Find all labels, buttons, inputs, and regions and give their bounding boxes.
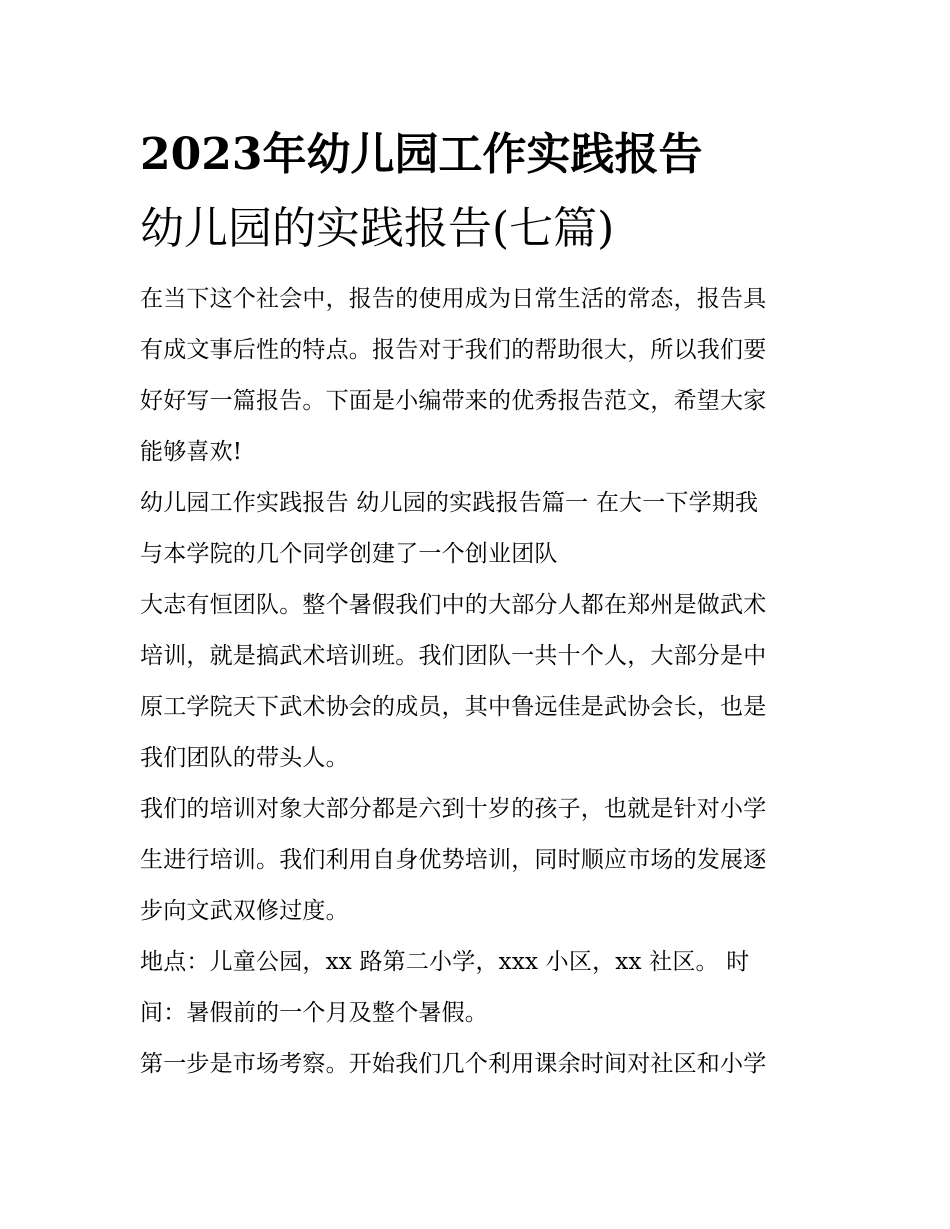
body-line: 地点：儿童公园，xx 路第二小学，xxx 小区，xx 社区。 时 bbox=[140, 949, 750, 975]
body-line: 我们的培训对象大部分都是六到十岁的孩子，也就是针对小学 bbox=[140, 796, 767, 822]
body-line: 在当下这个社会中，报告的使用成为日常生活的常态，报告具 bbox=[140, 286, 767, 312]
body-line: 我们团队的带头人。 bbox=[140, 745, 349, 771]
body-line: 有成文事后性的特点。报告对于我们的帮助很大，所以我们要 bbox=[140, 337, 767, 363]
body-line: 大志有恒团队。整个暑假我们中的大部分人都在郑州是做武术 bbox=[140, 592, 767, 618]
document-body bbox=[140, 274, 816, 1090]
document-title-line-2: 幼儿园的实践报告(七篇) bbox=[140, 203, 615, 254]
body-line: 生进行培训。我们利用自身优势培训，同时顺应市场的发展逐 bbox=[140, 847, 767, 873]
body-line: 能够喜欢! bbox=[140, 439, 243, 465]
document-title-line-1 bbox=[140, 118, 816, 192]
title-text: 年幼儿园工作实践报告 bbox=[262, 129, 703, 180]
body-line: 步向文武双修过度。 bbox=[140, 898, 349, 924]
body-line: 幼儿园工作实践报告 幼儿园的实践报告篇一 在大一下学期我 bbox=[140, 490, 759, 516]
body-line: 与本学院的几个同学创建了一个创业团队 bbox=[140, 541, 558, 567]
title-year: 2023 bbox=[140, 129, 263, 180]
body-line: 间：暑假前的一个月及整个暑假。 bbox=[140, 1000, 488, 1026]
document-content bbox=[140, 118, 816, 1090]
body-line: 原工学院天下武术协会的成员，其中鲁远佳是武协会长，也是 bbox=[140, 694, 767, 720]
body-line: 好好写一篇报告。下面是小编带来的优秀报告范文，希望大家 bbox=[140, 388, 767, 414]
body-line: 培训，就是搞武术培训班。我们团队一共十个人，大部分是中 bbox=[140, 643, 767, 669]
body-line: 第一步是市场考察。开始我们几个利用课余时间对社区和小学 bbox=[140, 1051, 767, 1077]
